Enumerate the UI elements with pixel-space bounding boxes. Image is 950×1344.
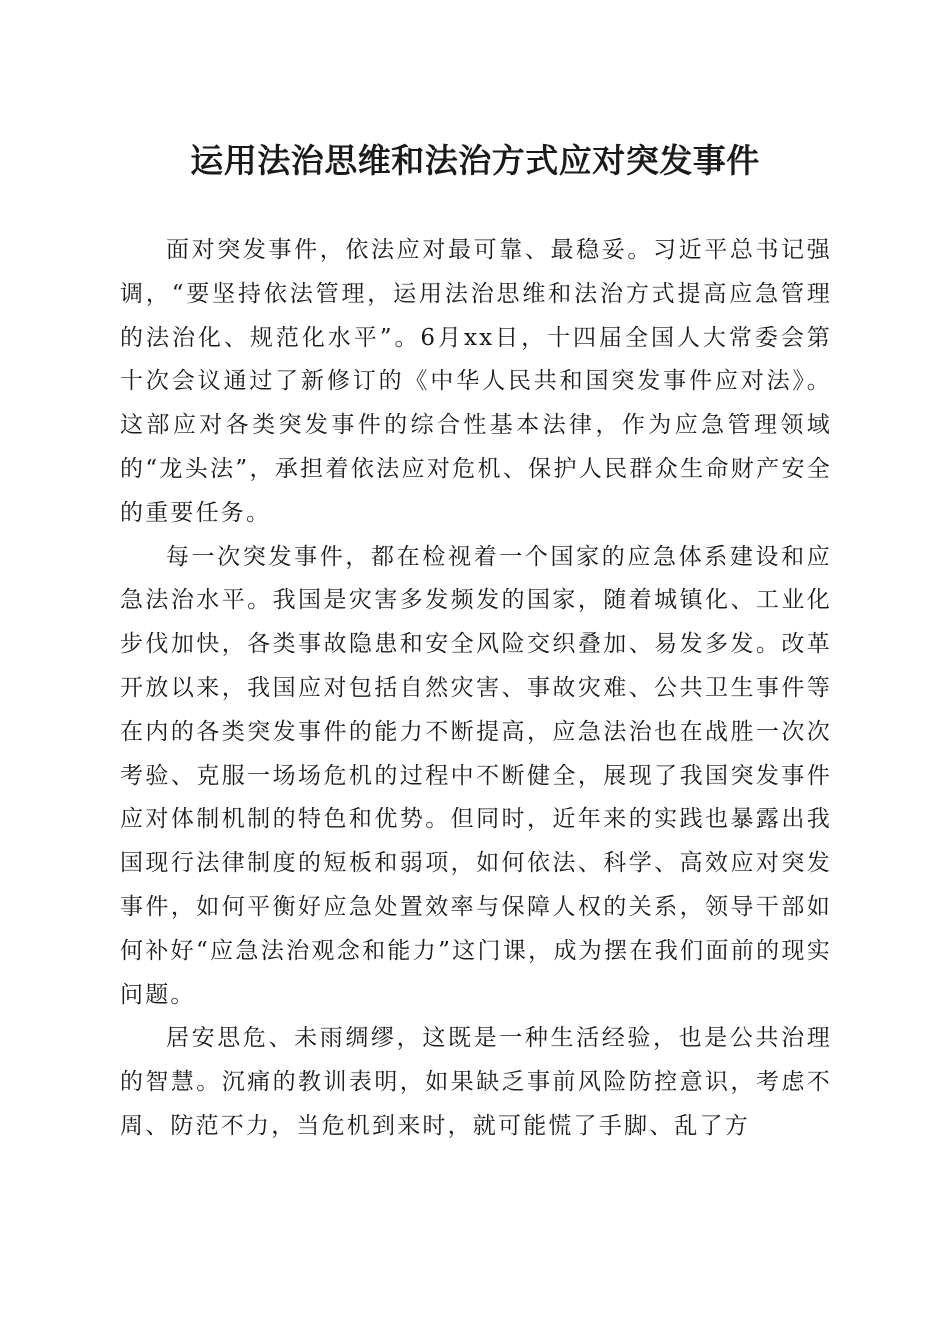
paragraph-2: 每一次突发事件，都在检视着一个国家的应急体系建设和应急法治水平。我国是灾害多发频发的国家，随着城镇化、工业化步伐加快，各类事故隐患和安全风险交织叠加、易发多发。改革开放以来，我国应对包括自然灾害、事故灾难、公共卫生事件等在内的各类突发事件的能力不断提高，应急法治也在战胜一次次考验、克服一场场危机的过程中不断健全，展现了我国突发事件应对体制机制的特色和优势。但同时，近年来的实践也暴露出我国现行法律制度的短板和弱项，如何依法、科学、高效应对突发事件，如何平衡好应急处置效率与保障人权的关系，领导干部如何补好“应急法治观念和能力”这门课，成为摆在我们面前的现实问题。: [120, 543, 832, 1008]
paragraph-3: 居安思危、未雨绸缪，这既是一种生活经验，也是公共治理的智慧。沉痛的教训表明，如果缺乏事前风险防控意识，考虑不周、防范不力，当危机到来时，就可能慌了手脚、乱了方: [120, 1025, 832, 1139]
paragraph-1: 面对突发事件，依法应对最可靠、最稳妥。习近平总书记强调，“要坚持依法管理，运用法治思维和法治方式提高应急管理的法治化、规范化水平”。6月xx日，十四届全国人大常委会第十次会议通过了新修订的《中华人民共和国突发事件应对法》。这部应对各类突发事件的综合性基本法律，作为应急管理领域的“龙头法”，承担着依法应对危机、保护人民群众生命财产安全的重要任务。: [120, 237, 832, 526]
document-body: [120, 229, 832, 1149]
document-title: 运用法治思维和法治方式应对突发事件: [190, 141, 760, 180]
